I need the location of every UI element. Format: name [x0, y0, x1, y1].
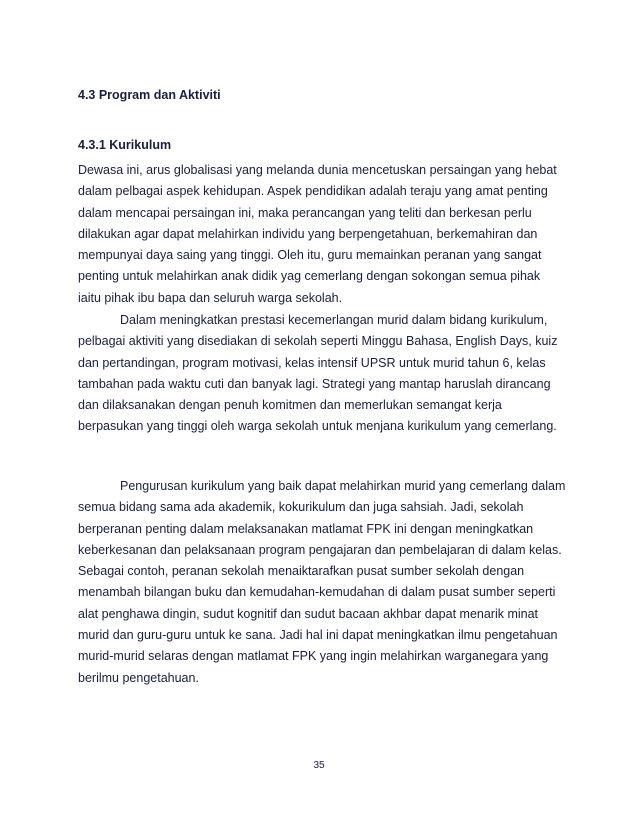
paragraph-line: murid-murid selaras dengan matlamat FPK yang ingin melahirkan warganegara yang: [78, 649, 549, 664]
paragraph-line: penting untuk melahirkan anak didik yag cemerlang dengan sokongan semua pihak: [78, 269, 541, 284]
paragraph-line: dilakukan agar dapat melahirkan individu yang berpengetahuan, berkemahiran dan: [78, 226, 538, 241]
paragraph-line: pelbagai aktiviti yang disediakan di sekolah seperti Minggu Bahasa, English Days, kuiz: [78, 334, 558, 349]
paragraph-line: berpasukan yang tinggi oleh warga sekolah untuk menjana kurikulum yang cemerlang.: [78, 419, 557, 434]
paragraph-line: dalam mencapai persaingan ini, maka perancangan yang teliti dan berkesan perlu: [78, 205, 532, 220]
paragraph-line: mempunyai daya saing yang tinggi. Oleh itu, guru memainkan peranan yang sangat: [78, 248, 542, 263]
paragraph-line: Pengurusan kurikulum yang baik dapat melahirkan murid yang cemerlang dalam: [120, 479, 566, 493]
paragraph-line: murid dan guru-guru untuk ke sana. Jadi hal ini dapat meningkatkan ilmu pengetahuan: [78, 628, 558, 643]
paragraph-line: alat penghawa dingin, sudut kognitif dan sudut bacaan akhbar dapat menarik minat: [78, 606, 539, 621]
paragraph-line: Sebagai contoh, peranan sekolah menaiktarafkan pusat sumber sekolah dengan: [78, 564, 525, 579]
paragraph-line: dalam pelbagai aspek kehidupan. Aspek pendidikan adalah teraju yang amat penting: [78, 184, 548, 199]
paragraph-line: Dalam meningkatkan prestasi kecemerlangan murid dalam bidang kurikulum,: [120, 313, 548, 327]
paragraph-line: semua bidang sama ada akademik, kokurikulum dan juga sahsiah. Jadi, sekolah: [78, 500, 524, 515]
section-heading: 4.3 Program dan Aktiviti: [78, 88, 221, 102]
paragraph-line: dan pertandingan, program motivasi, kelas intensif UPSR untuk murid tahun 6, kelas: [78, 355, 546, 370]
paragraph-line: menambah bilangan buku dan kemudahan-kemudahan di dalam pusat sumber seperti: [78, 585, 556, 600]
paragraph: [78, 310, 568, 438]
paragraph: [78, 160, 568, 309]
subsection-heading: 4.3.1 Kurikulum: [78, 138, 172, 152]
paragraph-line: tambahan pada waktu cuti dan banyak lagi. Strategi yang mantap haruslah dirancang: [78, 376, 551, 391]
page-number: 35: [313, 760, 325, 771]
paragraph-line: keberkesanan dan pelaksanaan program pengajaran dan pembelajaran di dalam kelas.: [78, 542, 562, 557]
paragraph-line: Dewasa ini, arus globalisasi yang melanda dunia mencetuskan persaingan yang hebat: [78, 163, 557, 177]
paragraph-line: iaitu pihak ibu bapa dan seluruh warga sekolah.: [78, 290, 343, 305]
paragraph-line: dan dilaksanakan dengan penuh komitmen dan memerlukan semangat kerja: [78, 398, 502, 413]
paragraph-line: berilmu pengetahuan.: [78, 670, 199, 685]
paragraph-line: berperanan penting dalam melaksanakan matlamat FPK ini dengan meningkatkan: [78, 521, 534, 536]
paragraph: [78, 476, 568, 689]
